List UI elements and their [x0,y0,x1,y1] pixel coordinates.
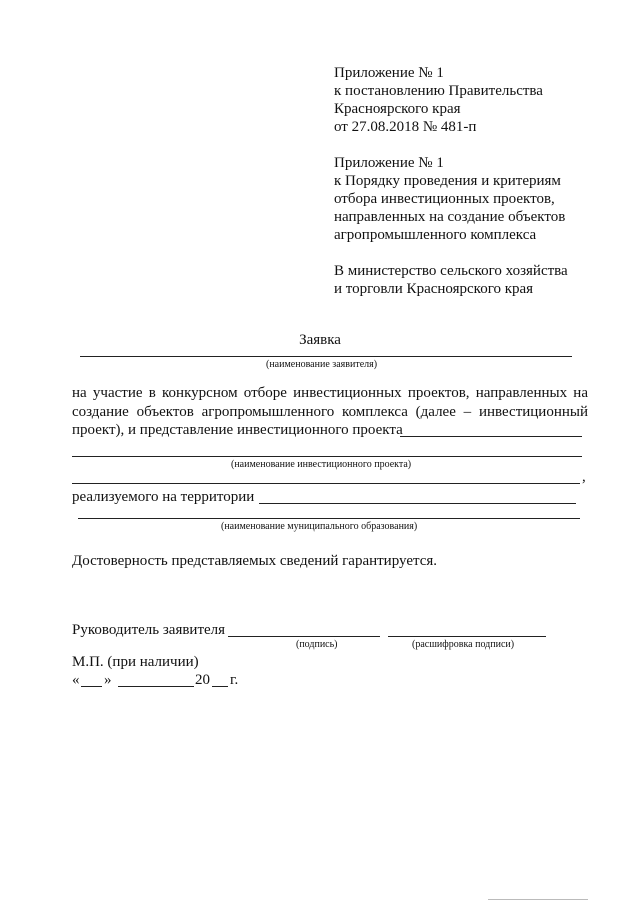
header-line: Приложение № 1 [334,155,444,171]
territory-label: реализуемого на территории [72,489,255,505]
addressee-line: и торговли Красноярского края [334,281,534,297]
date-year-prefix: 20 [195,672,210,688]
project-name-line [400,436,582,437]
date-close-quote: » [104,672,112,688]
territory-line [259,503,576,504]
applicant-line [80,356,572,357]
seal-note: М.П. (при наличии) [72,654,199,670]
signature-caption: (подпись) [296,639,338,650]
date-day-line [81,686,102,687]
comma: , [582,469,586,485]
header-line: направленных на создание объектов [334,209,566,225]
date-year-suffix: г. [230,672,239,688]
signature-decoding-caption: (расшифровка подписи) [412,639,515,650]
head-label: Руководитель заявителя [72,622,226,638]
form-title: Заявка [299,332,341,348]
municipality-caption: (наименование муниципального образования) [221,521,418,532]
header-line: к постановлению Правительства [334,83,543,99]
header-line: отбора инвестиционных проектов, [334,191,555,207]
purpose-paragraph: на участие в конкурсном отборе инвестиционных проектов, направленных на создание объектов агропромышленного комплекса (далее – инвестиционный проект), и представление инвестиционного проекта [72,385,588,438]
signature-decoding-line [388,636,546,637]
scan-artifact-line [488,899,588,900]
date-open-quote: « [72,672,80,688]
addressee-line: В министерство сельского хозяйства [334,263,568,279]
project-name-line-3 [72,483,580,484]
header-line: Приложение № 1 [334,65,444,81]
signature-line [228,636,380,637]
project-name-line-2 [72,456,582,457]
municipality-line [78,518,580,519]
header-line: к Порядку проведения и критериям [334,173,561,189]
project-caption: (наименование инвестиционного проекта) [231,459,412,470]
applicant-caption: (наименование заявителя) [266,359,378,370]
header-line: Красноярского края [334,101,461,117]
date-year-line [212,686,228,687]
header-line: агропромышленного комплекса [334,227,537,243]
reliability-statement: Достоверность представляемых сведений гарантируется. [72,553,438,569]
header-block [334,64,614,298]
header-line: от 27.08.2018 № 481-п [334,119,477,135]
date-month-line [118,686,194,687]
